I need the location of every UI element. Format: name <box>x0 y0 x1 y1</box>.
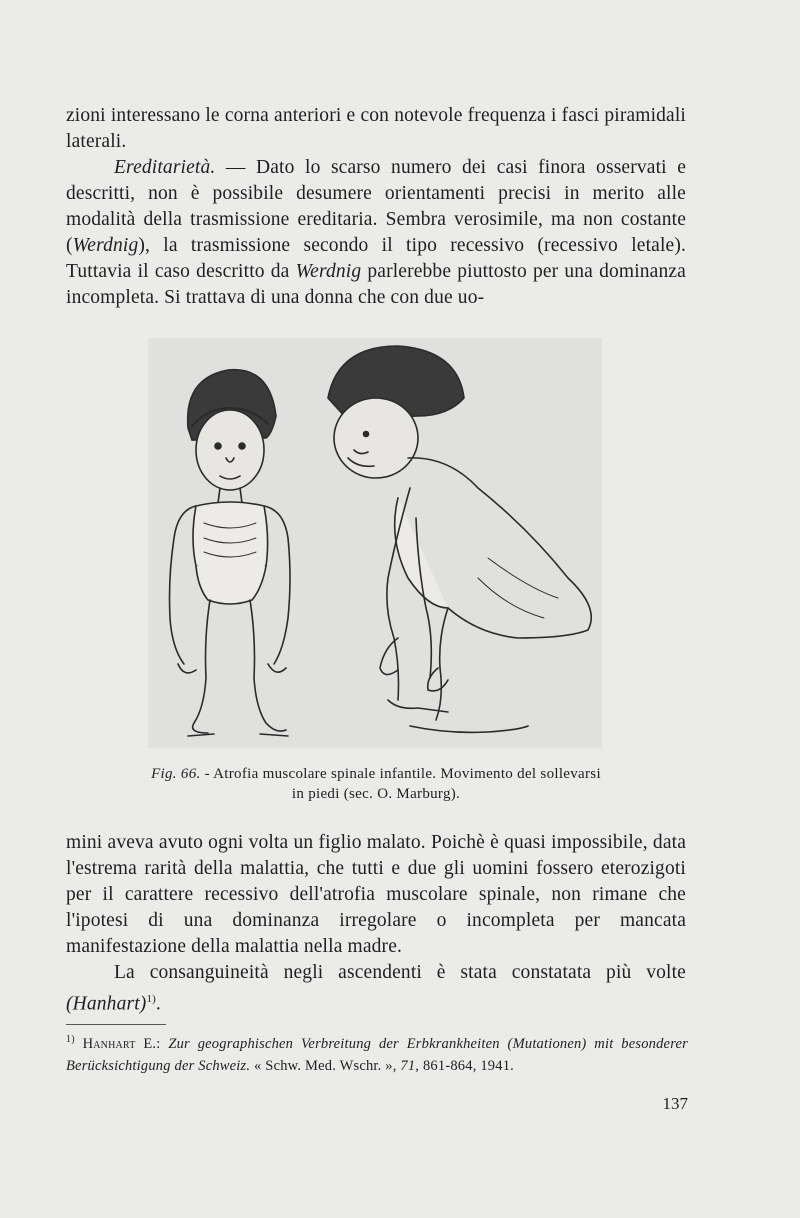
footnote-title: Zur geographischen Verbreitung der Erbkrankheiten (Mutationen) mit besonderer Berücksichtigung der Schweiz. <box>66 1035 688 1074</box>
footnote-divider <box>66 1024 166 1025</box>
paragraph-ereditarieta: Ereditarietà. — Dato lo scarso numero dei casi finora osservati e descritti, non è possibile desumere orientamenti precisi in merito alle modalità della trasmissione ereditaria. Sembra verosimile, ma non costante (Werdnig), la trasmissione secondo il tipo recessivo (recessivo letale). Tuttavia il caso descritto da Werdnig parlerebbe piuttosto per una dominanza incompleta. Si trattava di una donna che con due uo- <box>66 157 686 308</box>
author-name: Werdnig <box>72 235 139 256</box>
body-text-bottom <box>66 830 686 1018</box>
paragraph-continuation-2: mini aveva avuto ogni volta un figlio malato. Poichè è quasi impossibile, data l'estrema rarità della malattia, che tutti e due gli uomini fossero eterozigoti per il carattere recessivo dell'atrofia muscolare spinale, non rimane che l'ipotesi di una dominanza irregolare o incompleta per mancata manifestazione della malattia nella madre. <box>66 832 686 957</box>
footnote-marker: 1) <box>66 1034 75 1045</box>
children-drawing <box>148 338 602 748</box>
paragraph-continuation: zioni interessano le corna anteriori e con notevole frequenza i fasci piramidali laterali. <box>66 105 686 152</box>
section-heading: Ereditarietà. <box>114 157 216 178</box>
footnote-volume: 71, <box>400 1057 420 1074</box>
author-name: Werdnig <box>295 261 362 282</box>
figure-label: Fig. 66. <box>151 766 201 782</box>
body-text-top <box>66 103 686 311</box>
footnote-author: Hanhart E.: <box>82 1035 161 1052</box>
figure-illustration <box>148 338 602 748</box>
footnote <box>66 1029 688 1077</box>
page-number: 137 <box>662 1094 688 1113</box>
author-name: (Hanhart) <box>66 993 147 1015</box>
footnote-journal: « Schw. Med. Wschr. », <box>254 1057 397 1074</box>
figure-caption <box>148 764 604 804</box>
footnote-ref[interactable]: 1) <box>146 993 156 1005</box>
caption-text: - Atrofia muscolare spinale infantile. Movimento del sollevarsi in piedi (sec. O. Marburg). <box>200 766 601 802</box>
paragraph-consanguineita: La consanguineità negli ascendenti è stata constatata più volte (Hanhart)$^{1)}$. <box>66 962 686 1015</box>
footnote-pages: 861-864, 1941. <box>422 1057 514 1074</box>
